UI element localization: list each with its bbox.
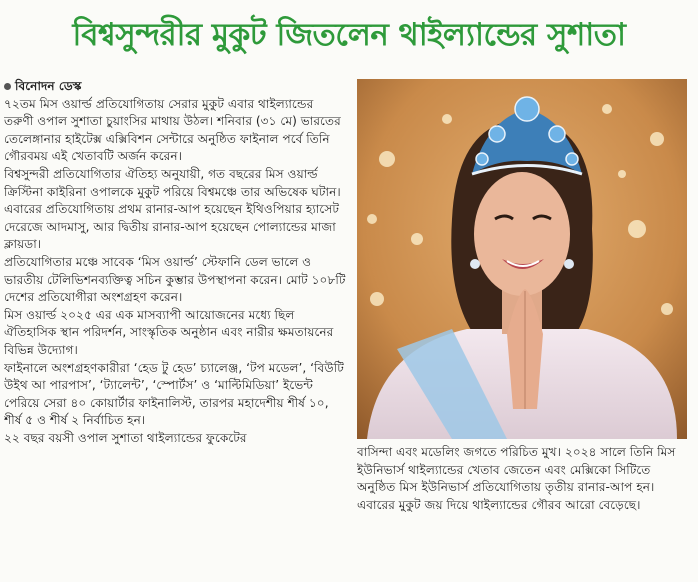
paragraph-8: বাসিন্দা এবং মডেলিং জগতে পরিচিত মুখ। ২০২৪ সালে তিনি মিস ইউনিভার্স থাইল্যান্ডের খেতাব জেতেন এবং মেক্সিকো সিটিতে অনুষ্ঠিত মিস ইউনিভার্স প্রতিযোগিতায় তৃতীয় রানার-আপ হন। (357, 445, 676, 495)
byline-text: বিনোদন ডেস্ক (15, 79, 82, 93)
miss-world-photo (357, 79, 687, 439)
headline: বিশ্বসুন্দরীর মুকুট জিতলেন থাইল্যান্ডের সুশাতা (72, 17, 626, 53)
paragraph-4: প্রতিযোগিতার মঞ্চে সাবেক ‘মিস ওয়ার্ল্ড’ স্টেফানি ডেল ভালে ও ভারতীয় টেলিভিশনব্যক্তিত্ব সচিন কুম্ভার উপস্থাপনা করেন। মোট ১০৮টি দেশের প্রতিযোগীরা অংশগ্রহণ করেন। (4, 254, 346, 305)
paragraph-3: এবারের প্রতিযোগিতায় প্রথম রানার-আপ হয়েছেন ইথিওপিয়ার হ্যাসেট দেরেজে আদমাসু, আর দ্বিতীয় রানার-আপ হয়েছেন পোল্যান্ডের মাজা ক্লায়ডা। (4, 202, 340, 252)
paragraph-1: ৭২তম মিস ওয়ার্ল্ড প্রতিযোগিতায় সেরার মুকুট এবার থাইল্যান্ডের তরুণী ওপাল সুশাতা চুয়াংসির মাথায় উঠল। শনিবার (৩১ মে) ভারতের তেলেঙ্গানার হাইটেক্স এক্সিবিশন সেন্টারে অনুষ্ঠিত ফাইনাল পর্বে তিনি গৌরবময় এই খেতাবটি অর্জন করেন। (4, 96, 341, 164)
photo-illustration (357, 79, 687, 439)
paragraph-5: মিস ওয়ার্ল্ড ২০২৫ এর এক মাসব্যাপী আয়োজনের মধ্যে ছিল ঐতিহাসিক স্থান পরিদর্শন, সাংস্কৃতিক অনুষ্ঠান এবং নারীর ক্ষমতায়নের বিভিন্ন উদ্যোগ। (4, 307, 334, 357)
bullet-icon (4, 83, 11, 90)
paragraph-7: ২২ বছর বয়সী ওপাল সুশাতা থাইল্যান্ডের ফুকেটের (4, 430, 247, 445)
byline (4, 78, 346, 96)
paragraph-6: ফাইনালে অংশগ্রহণকারীরা ‘হেড টু হেড’ চ্যালেঞ্জ, ‘টপ মডেল’, ‘বিউটি উইথ আ পারপাস’, ‘ট্যালেন্ট’, ‘স্পোর্টস’ ও ‘মাল্টিমিডিয়া’ ইভেন্ট পেরিয়ে সেরা ৪০ কোয়ার্টার ফাইনালিস্ট, তারপর মহাদেশীয় শীর্ষ ১০, শীর্ষ ৫ ও শীর্ষ ২ নির্বাচিত হন। (4, 360, 344, 428)
article-right-column (357, 444, 691, 576)
paragraph-2: বিশ্বসুন্দরী প্রতিযোগিতার ঐতিহ্য অনুযায়ী, গত বছরের মিস ওয়ার্ল্ড ক্রিস্টিনা কাইরিনা ওপালকে মুকুট পরিয়ে বিশ্বমঞ্চে তার অভিষেক ঘটান। (4, 166, 341, 199)
article-left-column (4, 78, 346, 576)
paragraph-9: এবারের মুকুট জয় দিয়ে থাইল্যান্ডের গৌরব আরো বেড়েছে। (357, 497, 641, 512)
